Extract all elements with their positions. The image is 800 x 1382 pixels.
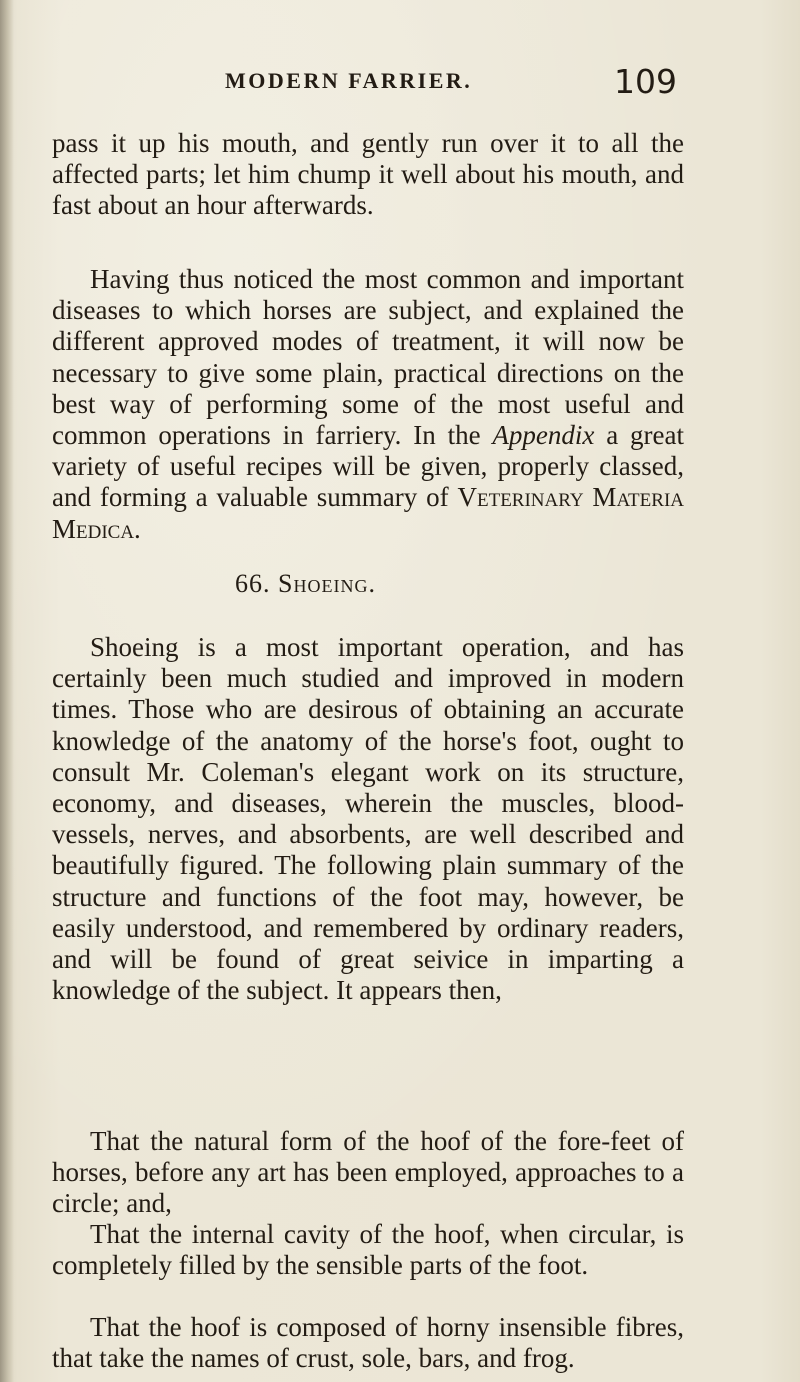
paragraph-operations-intro	[52, 264, 684, 545]
paragraph-hoof-cavity: That the internal cavity of the hoof, when circular, is completely filled by the sensible parts of the foot.	[52, 1219, 684, 1281]
appendix-reference: Appendix	[492, 420, 595, 451]
paragraph-continuation: pass it up his mouth, and gently run over it to all the affected parts; let him chump it well about his mouth, and fast about an hour afterwards.	[52, 128, 684, 221]
paragraph-hoof-composition: That the hoof is composed of horny insensible fibres, that take the names of crust, sole, bars, and frog.	[52, 1312, 684, 1374]
materia-medica-title: Veterinary Materia Medica.	[52, 482, 684, 544]
paragraph-shoeing: Shoeing is a most important operation, and has certainly been much studied and improved in modern times. Those who are desirous of obtaining an accurate knowledge of the anatomy of the horse's foot, ought to consult Mr. Coleman's elegant work on its structure, economy, and diseases, wherein the muscles, blood-vessels, nerves, and absorbents, are well described and beautifully figured. The following plain summary of the structure and functions of the foot may, however, be easily understood, and remembered by ordinary readers, and will be found of great seivice in imparting a knowledge of the subject. It appears then,	[52, 632, 684, 1006]
paragraph-text: Having thus noticed the most common and important diseases to which horses are subject, and explained the different approved modes of treatment, it will now be necessary to give some plain, practical directions on the best way of performing some of the most useful and common operations in farriery. In the	[52, 264, 684, 451]
binding-shadow	[0, 0, 14, 1382]
page-number: 109	[614, 62, 677, 101]
running-header	[0, 62, 800, 102]
paragraph-hoof-form: That the natural form of the hoof of the fore-feet of horses, before any art has been employed, approaches to a circle; and,	[52, 1126, 684, 1219]
paragraph-text: a great variety of useful recipes will be given, properly classed, and forming a valuable summary of	[52, 420, 684, 513]
section-heading: 66. Shoeing.	[235, 569, 376, 598]
running-title: MODERN FARRIER.	[225, 68, 473, 93]
